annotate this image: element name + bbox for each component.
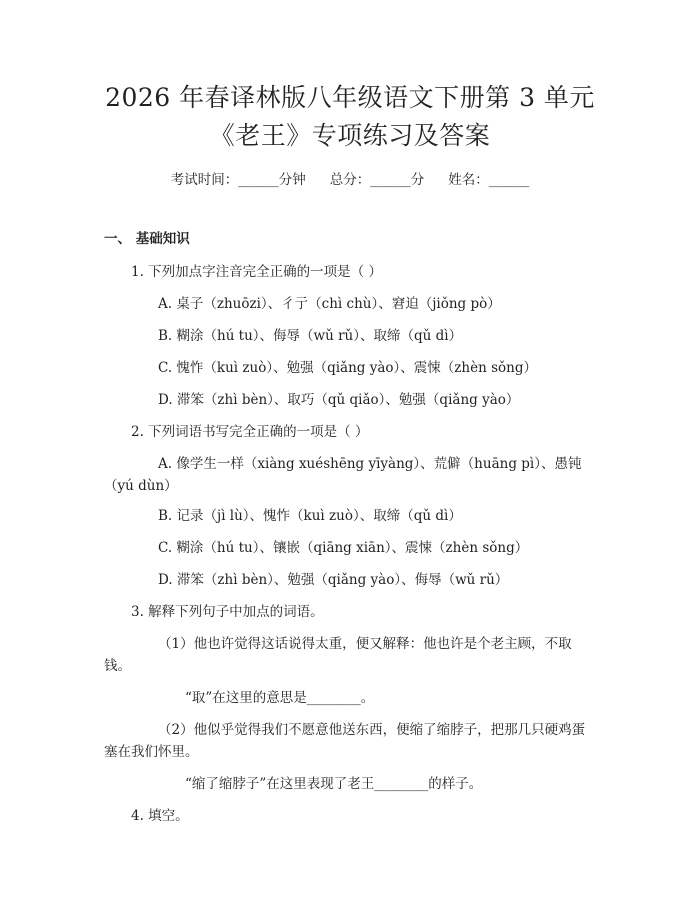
doc-title-line2: 《老王》专项练习及答案 bbox=[209, 121, 491, 150]
exam-name: 姓名：______ bbox=[448, 172, 530, 188]
q2-option-a-wrap: （yú dùn） bbox=[104, 478, 178, 494]
q1-option-c: C. 愧怍（kuì zuò）、勉强（qiǎng yào）、震悚（zhèn sǒng） bbox=[158, 360, 537, 376]
exam-score: 总分：______分 bbox=[329, 172, 425, 188]
q3-blank2: “缩了缩脖子”在这里表现了老王________的样子。 bbox=[185, 776, 483, 792]
q1-option-d: D. 滞笨（zhì bèn）、取巧（qǔ qiǎo）、勉强（qiǎng yào） bbox=[158, 392, 520, 408]
q2-option-b: B. 记录（jì lù）、愧怍（kuì zuò）、取缔（qǔ dì） bbox=[158, 508, 462, 524]
q3-sentence2: （2）他似乎觉得我们不愿意他送东西，便缩了缩脖子，把那几只硬鸡蛋 bbox=[158, 722, 586, 738]
q1-option-a: A. 桌子（zhuōzi）、彳亍（chì chù）、窘迫（jiǒng pò） bbox=[158, 296, 501, 312]
exam-time: 考试时间：______分钟 bbox=[170, 172, 306, 188]
q3-stem: 3. 解释下列句子中加点的词语。 bbox=[131, 604, 324, 620]
q3-sentence1: （1）他也许觉得这话说得太重，便又解释：他也许是个老主顾，不取 bbox=[158, 636, 572, 652]
q1-option-b: B. 糊涂（hú tu）、侮辱（wǔ rǔ）、取缔（qǔ dì） bbox=[158, 328, 463, 344]
q4-stem: 4. 填空。 bbox=[131, 808, 189, 824]
q1-stem: 1. 下列加点字注音完全正确的一项是（ ） bbox=[131, 264, 382, 280]
q2-option-d: D. 滞笨（zhì bèn）、勉强（qiǎng yào）、侮辱（wǔ rǔ） bbox=[158, 572, 509, 588]
q2-option-a: A. 像学生一样（xiàng xuéshēng yīyàng）、荒僻（huāng pì）、愚钝 bbox=[158, 456, 582, 472]
q2-option-c: C. 糊涂（hú tu）、镶嵌（qiāng xiān）、震悚（zhèn sǒng） bbox=[158, 540, 529, 556]
section-heading: 一、 基础知识 bbox=[104, 231, 190, 247]
q2-stem: 2. 下列词语书写完全正确的一项是（ ） bbox=[131, 424, 369, 440]
doc-title-line1: 2026 年春译林版八年级语文下册第 3 单元 bbox=[105, 83, 595, 112]
q3-blank1: “取”在这里的意思是________。 bbox=[185, 690, 375, 706]
q3-sentence2-wrap: 塞在我们怀里。 bbox=[104, 744, 199, 760]
exam-meta bbox=[0, 170, 700, 190]
q3-sentence1-wrap: 钱。 bbox=[104, 658, 131, 674]
